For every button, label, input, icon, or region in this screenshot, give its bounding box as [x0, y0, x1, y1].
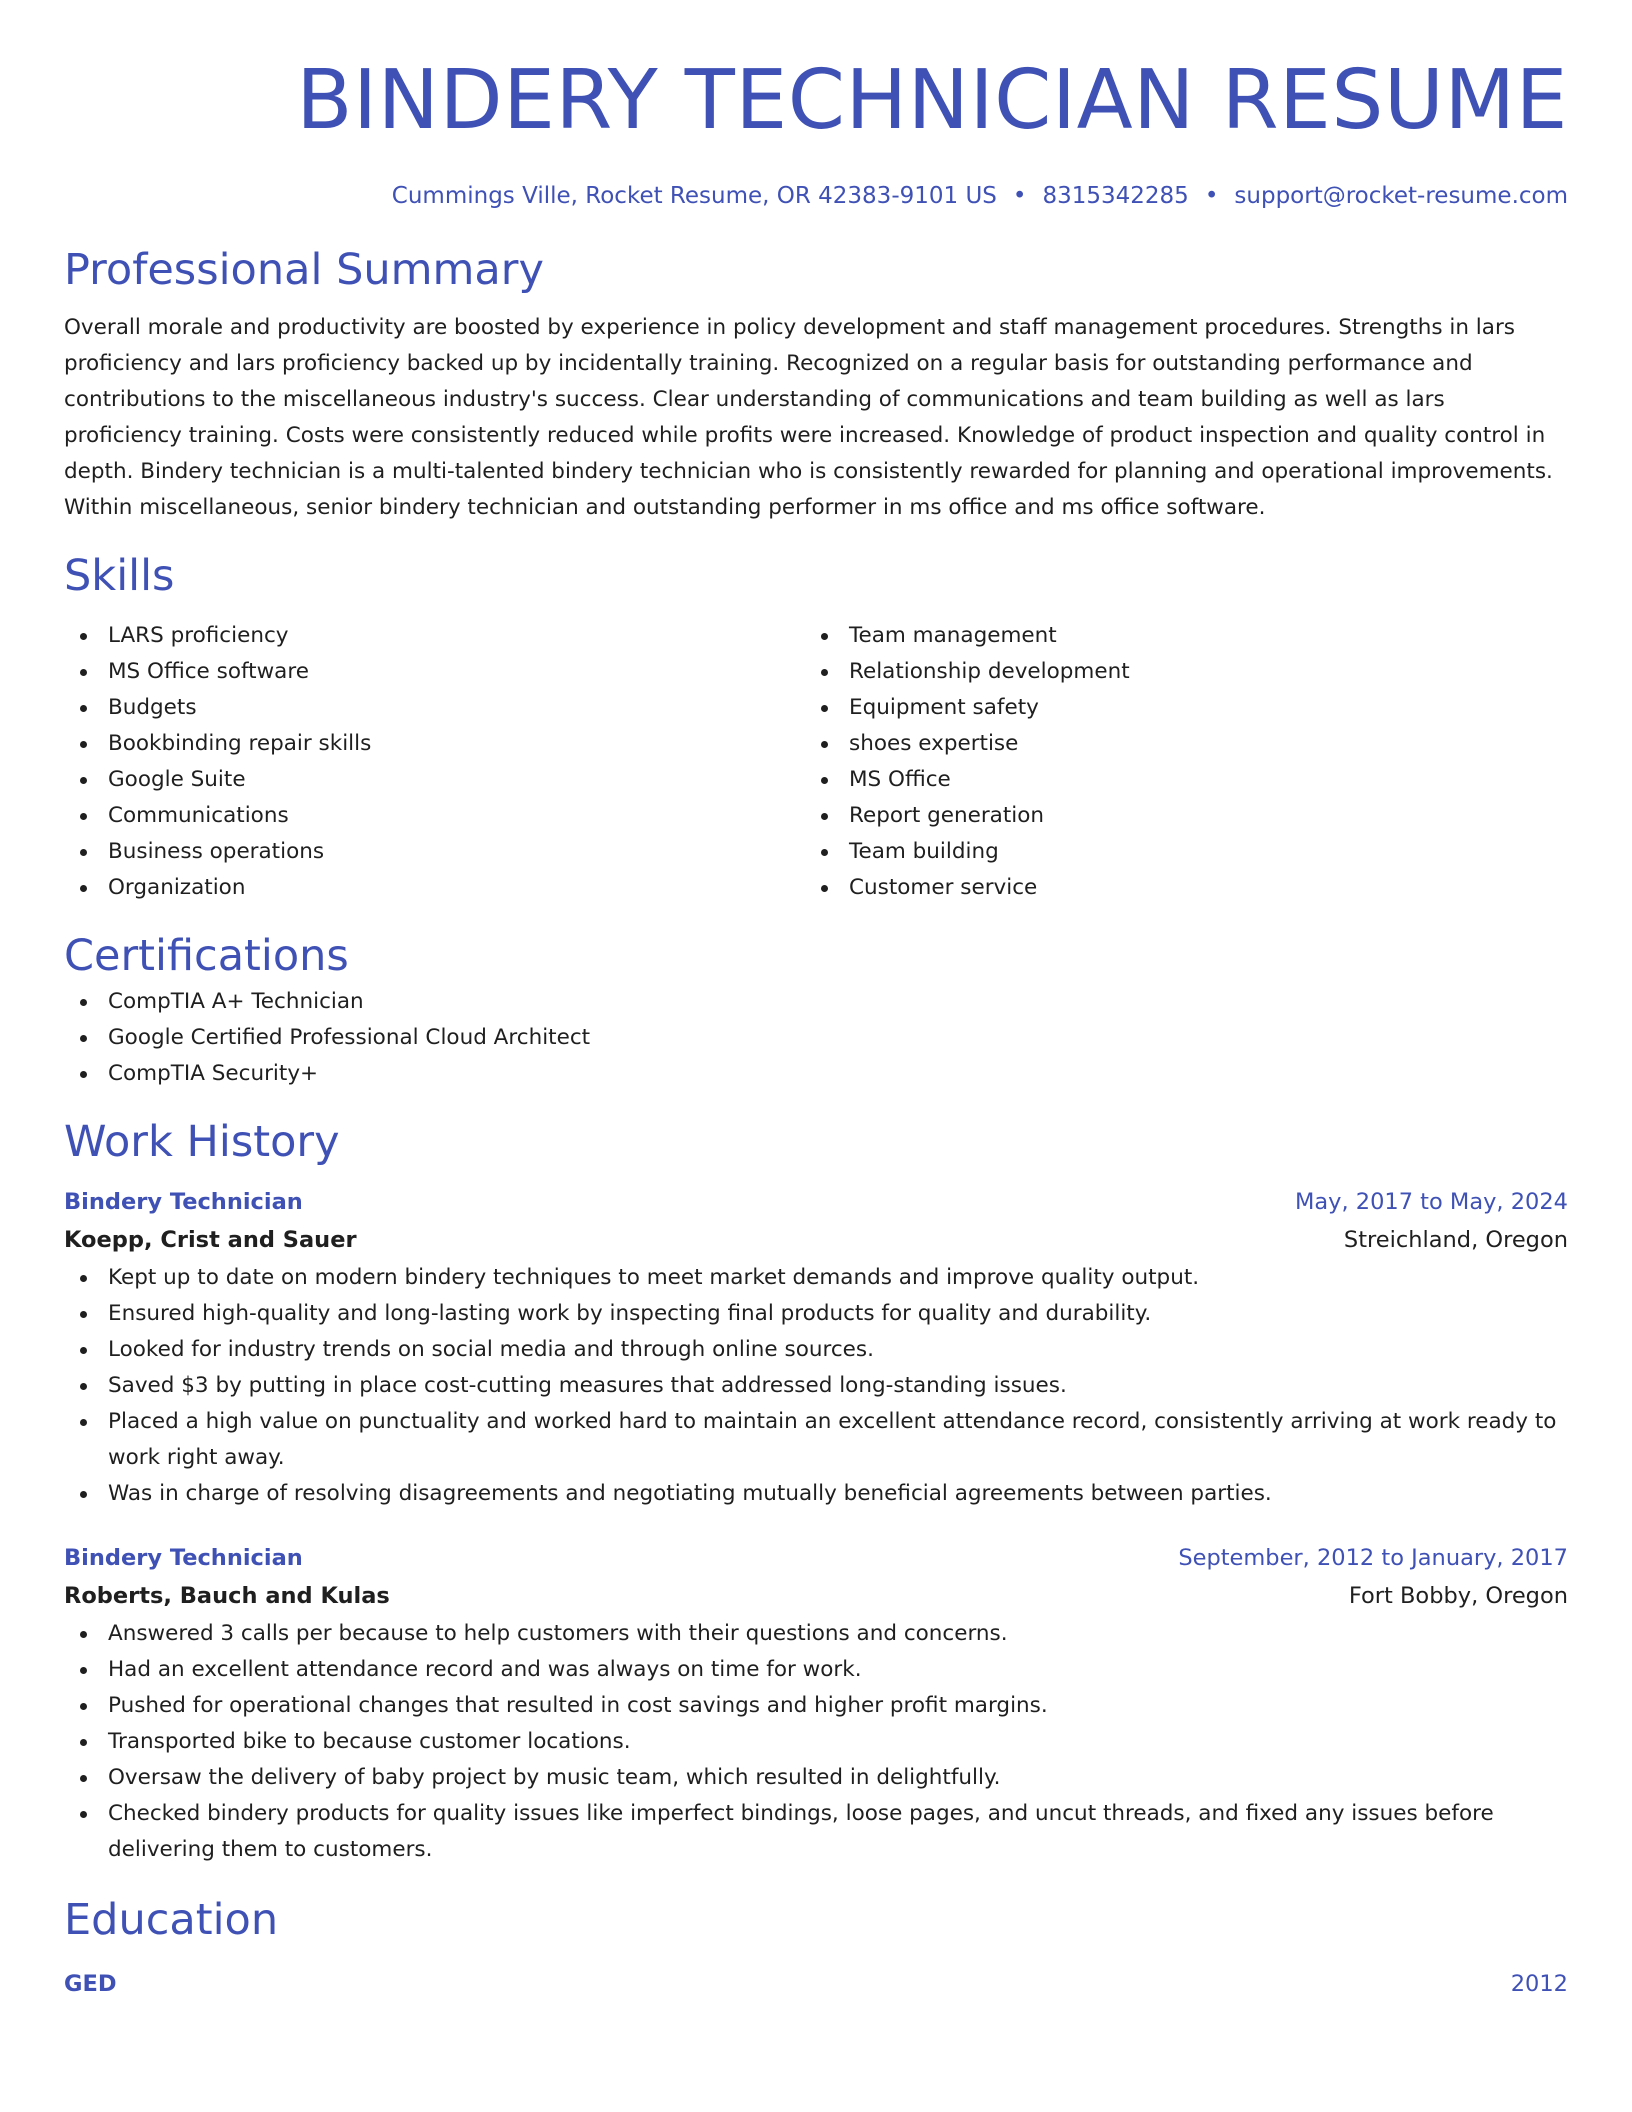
job-entry [64, 1184, 1568, 1512]
skill-item: Bookbinding repair skills [64, 726, 805, 762]
certification-item: CompTIA A+ Technician [64, 984, 1568, 1020]
work-history-heading: Work History [64, 1117, 340, 1167]
skill-item: Google Suite [64, 762, 805, 798]
certifications-list [64, 984, 1568, 1092]
skill-item: LARS proficiency [64, 618, 805, 654]
certification-item: CompTIA Security+ [64, 1056, 1568, 1092]
skill-item: MS Office [805, 762, 1546, 798]
certifications-heading: Certifications [64, 931, 349, 981]
skills-heading: Skills [64, 551, 175, 601]
job-duty-item: Checked bindery products for quality issues like imperfect bindings, loose pages, and uncut threads, and fixed any issues before delivering them to customers. [64, 1796, 1568, 1868]
education-year: 2012 [1510, 1971, 1568, 1997]
skills-list-left [64, 618, 805, 906]
skills-grid [64, 618, 1568, 906]
job-duty-item: Placed a high value on punctuality and worked hard to maintain an excellent attendance record, consistently arriving at work ready to work right away. [64, 1404, 1568, 1476]
job-duty-item: Oversaw the delivery of baby project by music team, which resulted in delightfully. [64, 1760, 1568, 1796]
skill-item: Business operations [64, 834, 805, 870]
contact-separator: • [1012, 183, 1027, 209]
certification-item: Google Certified Professional Cloud Architect [64, 1020, 1568, 1056]
skill-item: Relationship development [805, 654, 1546, 690]
job-company: Koepp, Crist and Sauer [64, 1227, 357, 1253]
skill-item: Report generation [805, 798, 1546, 834]
job-role: Bindery Technician [64, 1189, 303, 1215]
job-location: Fort Bobby, Oregon [1348, 1583, 1568, 1609]
job-duties-list [64, 1260, 1568, 1512]
contact-separator: • [1204, 183, 1219, 209]
job-dates: May, 2017 to May, 2024 [1294, 1189, 1568, 1215]
job-entry [64, 1540, 1568, 1868]
job-duty-item: Kept up to date on modern bindery techniques to meet market demands and improve quality output. [64, 1260, 1568, 1296]
contact-phone: 8315342285 [1042, 183, 1189, 209]
contact-line [64, 180, 1568, 212]
education-heading: Education [64, 1895, 279, 1945]
skills-column-left [64, 618, 805, 906]
job-company: Roberts, Bauch and Kulas [64, 1583, 390, 1609]
skills-list-right [805, 618, 1546, 906]
job-header-row [64, 1184, 1568, 1220]
education-row [64, 1966, 1568, 2002]
education-degree: GED [64, 1971, 117, 1997]
skills-column-right [805, 618, 1546, 906]
skill-item: Communications [64, 798, 805, 834]
job-company-row [64, 1576, 1568, 1616]
skill-item: Equipment safety [805, 690, 1546, 726]
job-company-row [64, 1220, 1568, 1260]
skill-item: Team building [805, 834, 1546, 870]
contact-address: Cummings Ville, Rocket Resume, OR 42383-9101 US [391, 183, 997, 209]
job-duty-item: Ensured high-quality and long-lasting work by inspecting final products for quality and durability. [64, 1296, 1568, 1332]
job-duty-item: Looked for industry trends on social media and through online sources. [64, 1332, 1568, 1368]
job-duty-item: Had an excellent attendance record and was always on time for work. [64, 1652, 1568, 1688]
job-duty-item: Answered 3 calls per because to help customers with their questions and concerns. [64, 1616, 1568, 1652]
skill-item: Team management [805, 618, 1546, 654]
skill-item: Customer service [805, 870, 1546, 906]
skill-item: Organization [64, 870, 805, 906]
job-duty-item: Saved $3 by putting in place cost-cutting measures that addressed long-standing issues. [64, 1368, 1568, 1404]
job-duty-item: Was in charge of resolving disagreements and negotiating mutually beneficial agreements between parties. [64, 1476, 1568, 1512]
job-role: Bindery Technician [64, 1545, 303, 1571]
skill-item: Budgets [64, 690, 805, 726]
job-duty-item: Transported bike to because customer locations. [64, 1724, 1568, 1760]
skill-item: MS Office software [64, 654, 805, 690]
job-header-row [64, 1540, 1568, 1576]
summary-text: Overall morale and productivity are boosted by experience in policy development and staff management procedures. Strengths in lars proficiency and lars proficiency backed up by incidentally training. Recognized on a regular basis for outstanding performance and contributions to the miscellaneous industry's success. Clear understanding of communications and team building as well as lars proficiency training. Costs were consistently reduced while profits were increased. Knowledge of product inspection and quality control in depth. Bindery technician is a multi-talented bindery technician who is consistently rewarded for planning and operational improvements. Within miscellaneous, senior bindery technician and outstanding performer in ms office and ms office software. [64, 315, 1553, 520]
job-duties-list [64, 1616, 1568, 1868]
summary-heading: Professional Summary [64, 245, 544, 295]
job-location: Streichland, Oregon [1343, 1227, 1568, 1253]
job-duty-item: Pushed for operational changes that resulted in cost savings and higher profit margins. [64, 1688, 1568, 1724]
contact-email: support@rocket-resume.com [1234, 183, 1568, 209]
resume-title: BINDERY TECHNICIAN RESUME [296, 53, 1568, 148]
skill-item: shoes expertise [805, 726, 1546, 762]
job-dates: September, 2012 to January, 2017 [1178, 1545, 1568, 1571]
